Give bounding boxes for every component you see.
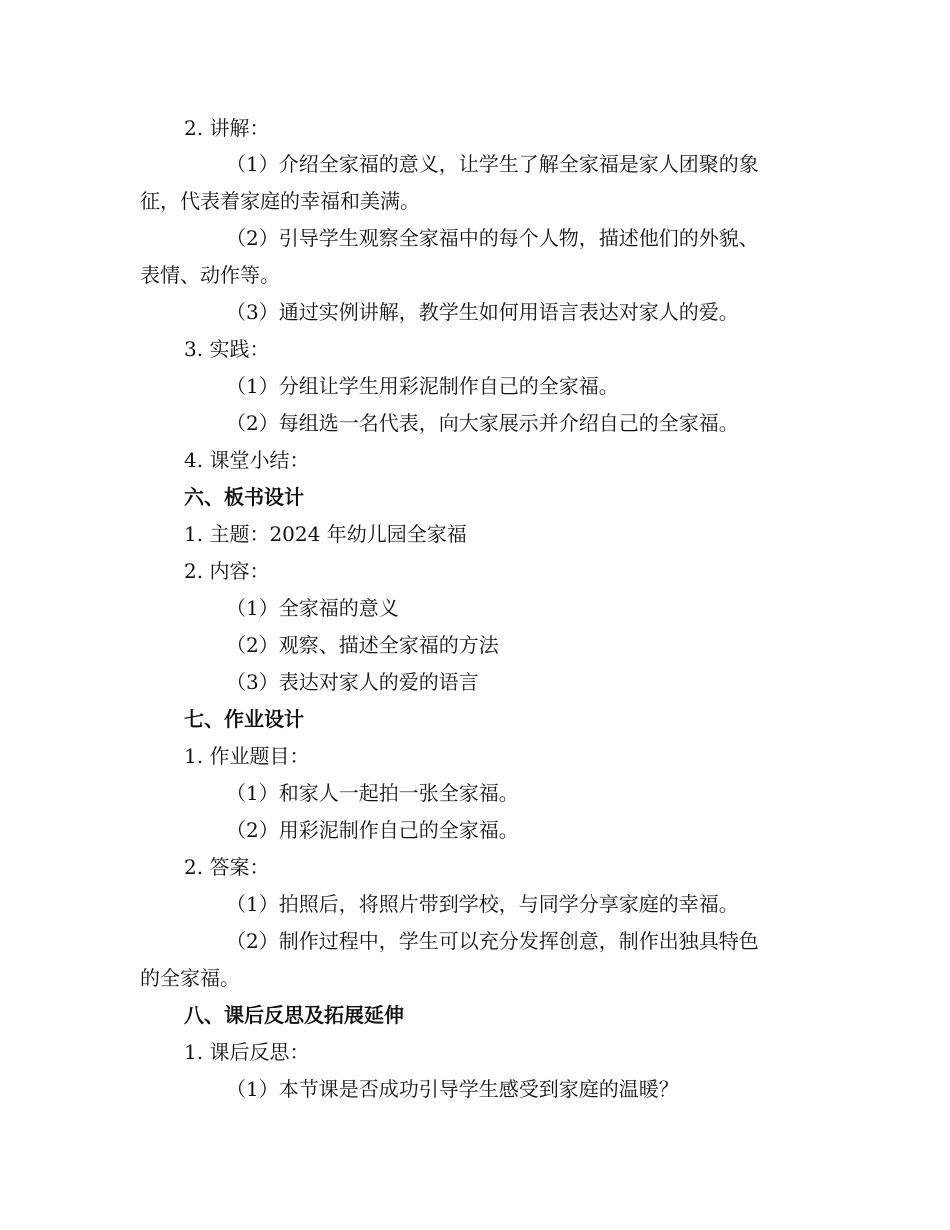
paragraph-line: （2）观察、描述全家福的方法 xyxy=(226,633,499,657)
list-item: 2. 答案： xyxy=(184,855,270,879)
paragraph-line: 表情、动作等。 xyxy=(140,263,280,287)
list-item: 2. 讲解： xyxy=(184,116,270,140)
paragraph-line: （2）制作过程中，学生可以充分发挥创意，制作出独具特色 xyxy=(226,929,759,953)
paragraph-line: 征，代表着家庭的幸福和美满。 xyxy=(140,189,420,213)
paragraph-line: （1）分组让学生用彩泥制作自己的全家福。 xyxy=(226,374,619,398)
paragraph-line: （1）全家福的意义 xyxy=(226,596,399,620)
list-item: 4. 课堂小结： xyxy=(184,448,310,472)
paragraph-line: （2）每组选一名代表，向大家展示并介绍自己的全家福。 xyxy=(226,411,739,435)
list-item: 1. 作业题目： xyxy=(184,744,310,768)
list-item: 3. 实践： xyxy=(184,337,270,361)
section-heading: 八、课后反思及拓展延伸 xyxy=(184,1003,404,1027)
paragraph-line: （2）用彩泥制作自己的全家福。 xyxy=(226,818,519,842)
list-item: 1. 主题：2024 年幼儿园全家福 xyxy=(184,522,467,546)
section-heading: 六、板书设计 xyxy=(184,485,304,509)
paragraph-line: （1）和家人一起拍一张全家福。 xyxy=(226,781,519,805)
paragraph-line: （3）通过实例讲解，教学生如何用语言表达对家人的爱。 xyxy=(226,300,739,324)
paragraph-line: （2）引导学生观察全家福中的每个人物，描述他们的外貌、 xyxy=(226,226,759,250)
paragraph-line: 的全家福。 xyxy=(140,966,240,990)
paragraph-line: （3）表达对家人的爱的语言 xyxy=(226,670,479,694)
paragraph-line: （1）拍照后，将照片带到学校，与同学分享家庭的幸福。 xyxy=(226,892,739,916)
paragraph-line: （1）介绍全家福的意义，让学生了解全家福是家人团聚的象 xyxy=(226,152,759,176)
list-item: 1. 课后反思： xyxy=(184,1040,310,1064)
paragraph-line: （1）本节课是否成功引导学生感受到家庭的温暖？ xyxy=(226,1077,679,1101)
section-heading: 七、作业设计 xyxy=(184,707,304,731)
list-item: 2. 内容： xyxy=(184,559,270,583)
